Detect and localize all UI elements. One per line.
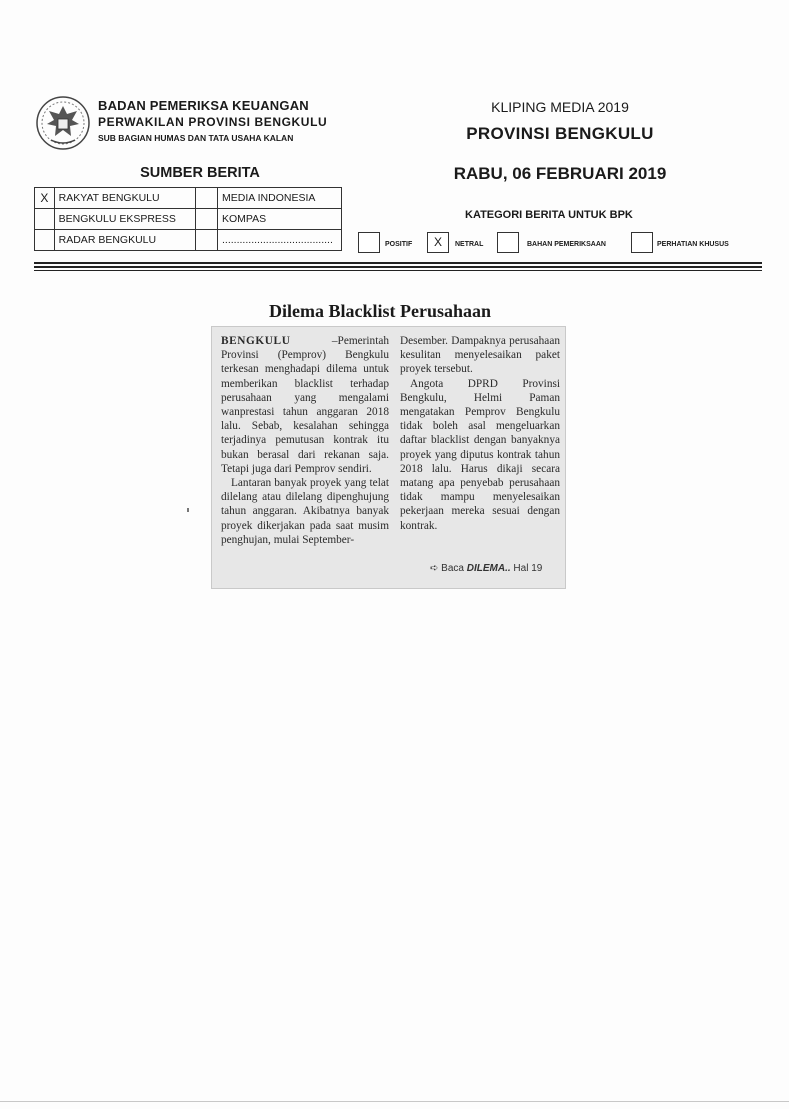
- source-name: RAKYAT BENGKULU: [54, 188, 196, 209]
- source-row: [35, 230, 342, 251]
- source-checkbox: [196, 209, 218, 230]
- article-paragraph: Desember. Dampaknya perusahaan kesulitan menyelesaikan paket proyek tersebut.: [400, 335, 560, 376]
- category-label-positif: POSITIF: [385, 241, 413, 248]
- category-checkbox-perhatian: [631, 232, 653, 253]
- scan-mark: [187, 508, 189, 512]
- category-checkbox-netral: X: [427, 232, 449, 253]
- article-column-1: [221, 334, 389, 547]
- continued-reference: ➪ Baca DILEMA.. Hal 19: [430, 563, 543, 574]
- article-dateline: BENGKULU: [221, 335, 291, 347]
- org-branch: PERWAKILAN PROVINSI BENGKULU: [98, 115, 328, 129]
- source-name: BENGKULU EKSPRESS: [54, 209, 196, 230]
- article-title: Dilema Blacklist Perusahaan: [268, 301, 491, 321]
- page-edge: [0, 1101, 789, 1102]
- category-label-netral: NETRAL: [455, 241, 484, 248]
- source-checkbox: [196, 230, 218, 251]
- category-checkbox-bahan: [497, 232, 519, 253]
- article-text: –Pemerintah Provinsi (Pemprov) Bengkulu terkesan menghadapi dilema untuk memberikan blacklist terhadap perusahaan yang mengalami wanprestasi tahun anggaran 2018 lalu. Sebab, kesalahan sehingga terjadinya pemutusan kontrak itu bukan berasal dari rekanan saja. Tetapi juga dari Pemprov sendiri.: [221, 335, 389, 475]
- sources-title: SUMBER BERITA: [140, 165, 260, 181]
- province-title: PROVINSI BENGKULU: [466, 124, 654, 143]
- source-checkbox: X: [35, 188, 55, 209]
- source-row: [35, 209, 342, 230]
- category-label-bahan: BAHAN PEMERIKSAAN: [527, 241, 606, 248]
- org-subdivision: SUB BAGIAN HUMAS DAN TATA USAHA KALAN: [98, 133, 294, 143]
- header-divider: [34, 262, 762, 264]
- article-column-2: [400, 334, 560, 533]
- kliping-title: KLIPING MEDIA 2019: [491, 99, 629, 115]
- garuda-emblem-icon: [33, 94, 93, 152]
- source-name: KOMPAS: [218, 209, 342, 230]
- category-label-perhatian: PERHATIAN KHUSUS: [657, 241, 729, 248]
- clipping-date: RABU, 06 FEBRUARI 2019: [453, 164, 667, 183]
- source-checkbox: [35, 230, 55, 251]
- continued-page: Hal 19: [510, 563, 543, 574]
- source-checkbox: [35, 209, 55, 230]
- news-clipping: [211, 326, 566, 589]
- header-divider: [34, 270, 762, 271]
- sources-table: [34, 187, 342, 251]
- category-title: KATEGORI BERITA UNTUK BPK: [465, 209, 633, 221]
- source-name: RADAR BENGKULU: [54, 230, 196, 251]
- article-paragraph: [221, 334, 389, 476]
- source-checkbox: [196, 188, 218, 209]
- category-checkbox-positif: [358, 232, 380, 253]
- source-name: ......................................: [218, 230, 342, 251]
- continued-prefix: Baca: [441, 563, 467, 574]
- continued-link: DILEMA..: [466, 563, 511, 574]
- source-row: [35, 188, 342, 209]
- source-name: MEDIA INDONESIA: [218, 188, 342, 209]
- org-name: BADAN PEMERIKSA KEUANGAN: [98, 98, 309, 113]
- article-paragraph: Lantaran banyak proyek yang telat dilelang atau dilelang dipenghujung tahun anggaran. Akibatnya banyak proyek dikerjakan pada saat musim penghujan, mulai September-: [221, 477, 389, 546]
- header-divider: [34, 266, 762, 268]
- article-paragraph: Angota DPRD Provinsi Bengkulu, Helmi Paman mengatakan Pemprov Bengkulu tidak boleh asal mengeluarkan daftar blacklist dengan banyaknya proyek yang diputus kontrak tahun 2018 lalu. Harus dikaji secara matang apa penyebab perusahaan tidak mampu menyelesaikan pekerjaan mereka sesuai dengan kontrak.: [400, 377, 560, 532]
